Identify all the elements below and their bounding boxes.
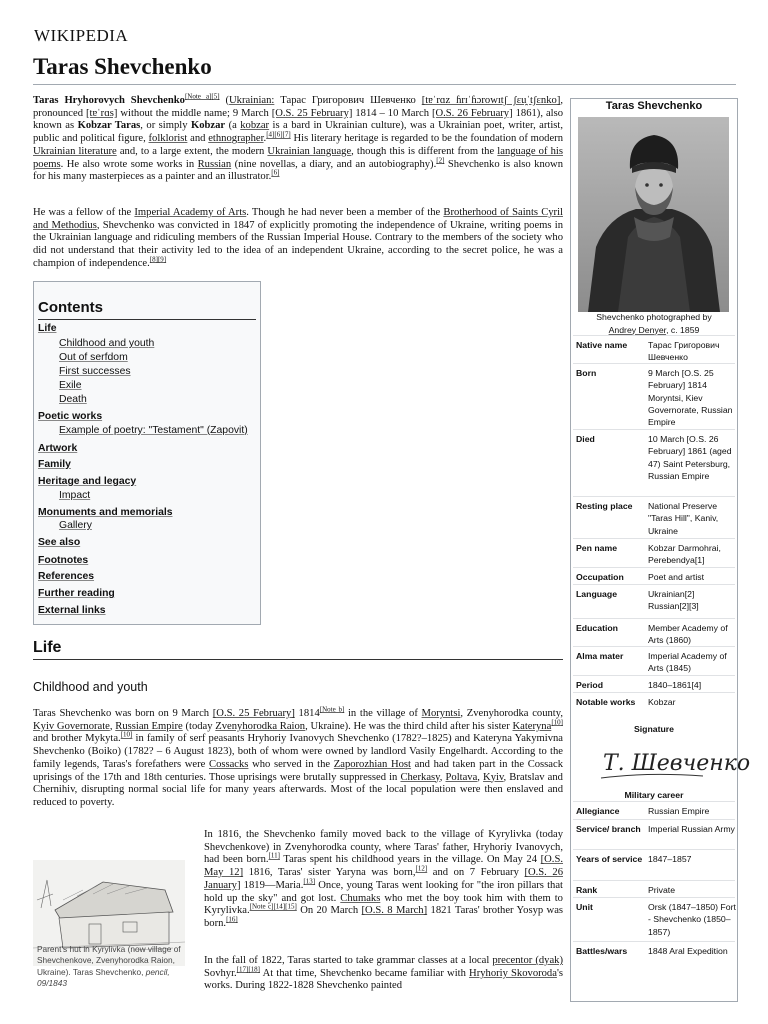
os-date-link-3[interactable]: [O.S. 25 February] (212, 708, 295, 719)
portrait-photo[interactable] (578, 117, 729, 312)
caption-medium: pencil, 09/1843 (37, 966, 170, 989)
text-fragment: and brother Mykyta. (33, 733, 121, 745)
infobox-label: Battles/wars (576, 946, 628, 956)
ethnographer-link[interactable]: ethnographer (208, 133, 264, 145)
caption-date: , c. 1859 (666, 324, 700, 335)
subsection-heading-childhood: Childhood and youth (33, 680, 148, 694)
precentor-link[interactable]: precentor (dyak) (492, 955, 564, 966)
infobox-value[interactable]: Ukrainian[2] Russian[2][3] (648, 589, 699, 612)
infobox-value[interactable]: Russian Empire (648, 806, 710, 816)
os-date-link-5[interactable]: [O.S. 26 January] (204, 867, 563, 891)
text-fragment: , (109, 720, 113, 732)
text-fragment: Shevchenko is also known for his many masterpieces as a painter and an illustrator. (33, 158, 564, 183)
toc-item[interactable]: Out of serfdom (59, 352, 128, 363)
imperial-academy-link[interactable]: Imperial Academy of Arts (134, 207, 247, 218)
life-paragraph-3 (204, 955, 563, 993)
text-fragment: , (477, 771, 480, 783)
infobox-label: Allegiance (576, 806, 620, 816)
intro-paragraph-1: Taras Hryhorovych Shevchenko[Note a][5] (Ukrainian: Тарас Григорович Шевченко [tɐˈrɑz ɦrɪˈɦɔrowɪtʃ ʃɛu̯ˈtʃɛnko], pronounced [tɐˈrɑs] without the middle name; 9 March [O.S. 25 February] 1814 – 10 March [O.S. 26 February] 1861), also known as Kobzar Taras, or simply Kobzar (a kobzar is a bard in Ukrainian culture), was a Ukrainian poet, writer, artist, public and political figure, folklorist and ethnographer.[4][6][7] His literary heritage is regarded to be the foundation of modern Ukrainian literature and, to a large extent, the modern Ukrainian language, though this is different from the language of his poems. He also wrote some works in Russian (nine novellas, a diary, and an autobiography).[2] Shevchenko is also known for his many masterpieces as a painter and an illustrator.[6] (33, 92, 564, 183)
infobox-value[interactable]: Orsk (1847–1850) Fort - Shevchenko (1850–1857) (648, 902, 736, 937)
ukrainian-language-link-2[interactable]: Ukrainian language (267, 145, 352, 157)
text-fragment: 1861), also known as (33, 107, 564, 132)
toc-item[interactable]: Exile (59, 380, 82, 391)
toc-item[interactable]: Family (38, 459, 71, 470)
ipa-full-name[interactable]: [tɐˈrɑz ɦrɪˈɦɔrowɪtʃ ʃɛu̯ˈtʃɛnko] (421, 95, 561, 106)
infobox-title: Taras Shevchenko (605, 100, 703, 112)
life-paragraph-1 (33, 705, 563, 810)
infobox-row-divider (573, 646, 735, 647)
chumaks-link[interactable]: Chumaks (340, 892, 381, 904)
text-fragment: 1816, Taras' sister Yaryna was born, (248, 867, 416, 879)
infobox-row-divider (573, 584, 735, 585)
title-divider (33, 84, 736, 85)
text-fragment: 1819—Maria. (243, 879, 304, 891)
alias-kobzar-taras: Kobzar Taras (77, 120, 141, 132)
wikipedia-logo[interactable]: WIKIPEDIA (34, 26, 129, 45)
caption-text: Shevchenko photographed by (596, 312, 712, 322)
infobox-value[interactable]: Imperial Academy of Arts (1845) (648, 651, 727, 674)
toc-item[interactable]: Monuments and memorials (38, 507, 173, 518)
toc-item[interactable]: External links (38, 605, 106, 616)
article-subject-name: Taras Hryhorovych Shevchenko (33, 95, 185, 106)
infobox-value[interactable]: Тарас Григорович Шевченко (648, 340, 720, 363)
toc-item[interactable]: Footnotes (38, 555, 89, 566)
text-fragment: , or simply (140, 120, 188, 132)
infobox-label: Language (576, 589, 618, 599)
infobox-label: Rank (576, 885, 598, 895)
ukrainian-name: Тарас Григорович Шевченко (280, 95, 416, 106)
infobox-row-divider (573, 567, 735, 568)
infobox-label: Occupation (576, 572, 624, 582)
text-fragment: is a bard in Ukrainian culture), was a Ukrainian poet, writer, artist, public and political figure, (33, 120, 564, 145)
text-fragment: in the village of (347, 708, 418, 719)
text-fragment: without the middle name; 9 March (120, 107, 269, 119)
ukrainian-language-link[interactable]: Ukrainian: (229, 95, 275, 106)
infobox-label: Alma mater (576, 651, 624, 661)
infobox-value[interactable]: Kobzar (648, 697, 676, 707)
portrait-caption (571, 311, 737, 336)
toc-divider (38, 319, 256, 320)
alias-kobzar: Kobzar (190, 120, 226, 132)
ipa-short-name[interactable]: [tɐˈrɑs] (85, 107, 118, 119)
text-fragment: Taras spent his childhood years in the village. On May 24 (283, 854, 538, 866)
text-fragment: and, to a large extent, the modern (119, 145, 265, 157)
toc-item[interactable]: See also (38, 537, 81, 548)
text-fragment: 's works. During 1822-1828 Shevchenko painted (204, 967, 563, 992)
text-fragment: On 20 March (300, 905, 359, 917)
section-heading-life: Life (33, 639, 62, 656)
text-fragment: who served in the (252, 758, 331, 770)
infobox-value[interactable]: Kobzar Darmohrai, Perebendya[1] (648, 543, 721, 566)
infobox-label: Pen name (576, 543, 618, 553)
text-fragment: , (439, 771, 443, 783)
kyiv-governorate-link[interactable]: Kyiv Governorate (33, 720, 110, 732)
ref-11[interactable]: [11] (268, 851, 280, 860)
infobox-label: Native name (576, 340, 628, 350)
ref-6[interactable]: [6] (271, 168, 280, 177)
table-of-contents (33, 281, 261, 625)
infobox-label: Died (576, 434, 595, 444)
infobox-label: Years of service (576, 854, 643, 864)
infobox-row-divider (573, 849, 735, 850)
infobox-value[interactable]: 1840–1861[4] (648, 680, 702, 690)
text-fragment: His literary heritage is regarded to be the foundation of modern (293, 133, 563, 145)
text-fragment: 1814 (298, 708, 320, 719)
infobox-label: Born (576, 368, 597, 378)
poltava-link[interactable]: Poltava (445, 771, 478, 783)
kobzar-link[interactable]: kobzar (240, 120, 270, 132)
text-fragment: , pronounced (33, 95, 564, 119)
infobox-row-divider (573, 801, 735, 802)
toc-title: Contents (38, 299, 103, 316)
text-fragment: in family of serf peasants Hryhoriy Ivanovych Shevchenko (1782?–1825) and Kateryna Yakymivna Shevchenko (Boiko) (1782? – 6 August 1823), both of whom were owned by landlord Vasily Engelhardt. According to the family legends, Taras's forefathers were (33, 733, 563, 770)
ref-13[interactable]: [13] (303, 877, 316, 886)
cossacks-link[interactable]: Cossacks (209, 758, 249, 770)
infobox-row-divider (573, 335, 735, 336)
text-fragment: . Though he had never been a member of the (246, 207, 441, 218)
text-fragment: , Bratslav and Chernihiv, disrupting normal social life for many years afterwards. Most of the local population were then enslaved and reduced to poverty. (33, 771, 563, 808)
infobox-label: Resting place (576, 501, 633, 511)
text-fragment: At that time, Shevchenko became familiar with (262, 967, 466, 979)
infobox-row-divider (573, 941, 735, 942)
ref-16[interactable]: [16] (226, 915, 238, 924)
cherkasy-link[interactable]: Cherkasy (400, 771, 440, 783)
infobox-row-divider (573, 897, 735, 898)
hut-figure-caption (37, 944, 187, 990)
note-b-ref[interactable]: [Note b] (319, 705, 345, 714)
folklorist-link[interactable]: folklorist (148, 133, 188, 145)
moryntsi-link[interactable]: Moryntsi (421, 708, 461, 719)
text-fragment: 1814 – 10 March (355, 107, 429, 119)
os-date-link-4[interactable]: [O.S. May 12] (204, 854, 563, 879)
skovoroda-link[interactable]: Hryhoriy Skovoroda (469, 967, 557, 979)
ref-12[interactable]: [12] (415, 864, 428, 873)
toc-item[interactable]: Poetic works (38, 411, 103, 422)
infobox-value[interactable]: Member Academy of Arts (1860) (648, 623, 728, 646)
infobox-value[interactable]: National Preserve "Taras Hill", Kaniv, Ukraine (648, 501, 719, 536)
text-fragment: and had taken part in the Cossack uprisings of the 17th and 18th centuries. Those uprisings were brutally suppressed in (33, 758, 563, 783)
ref-4-6-7[interactable]: [4][6][7] (266, 130, 291, 139)
text-fragment: (nine novellas, a diary, and an autobiography). (234, 158, 437, 170)
toc-item[interactable]: First successes (59, 366, 131, 377)
zaporozhian-host-link[interactable]: Zaporozhian Host (333, 758, 411, 770)
kyiv-link[interactable]: Kyiv (483, 771, 504, 783)
ref-8-9[interactable]: [8][9] (149, 255, 167, 264)
zvenyhorodka-raion-link[interactable]: Zvenyhorodka Raion (215, 720, 306, 732)
infobox-row-divider (573, 538, 735, 539)
os-date-link-6[interactable]: [O.S. 8 March] (361, 905, 428, 917)
text-fragment: Sovhyr. (204, 967, 237, 979)
caption-text: Parent's hut in Kyrylivka (now village of Shevchenkove, Zvenyhorodka Raion, Ukraine). Taras Shevchenko, (37, 944, 181, 977)
kateryna-link[interactable]: Kateryna (512, 720, 552, 732)
text-fragment: , Zvenyhorodka county, (460, 708, 563, 719)
text-fragment: Taras Shevchenko was born on 9 March (33, 708, 210, 719)
ref-2[interactable]: [2] (436, 155, 445, 164)
infobox-row-divider (573, 429, 735, 430)
infobox-value[interactable]: Imperial Russian Army (648, 824, 735, 834)
russian-empire-link[interactable]: Russian Empire (115, 720, 183, 732)
toc-item[interactable]: Heritage and legacy (38, 476, 137, 487)
text-fragment: , though this is different from the (351, 145, 495, 157)
toc-item[interactable]: Artwork (38, 443, 78, 454)
os-date-link-2[interactable]: [O.S. 26 February] (431, 107, 513, 119)
text-fragment: , Shevchenko was convicted in 1847 of explicitly promoting the independence of Ukraine, writing poems in the Ukrainian language and ridiculing members of the Russian Imperial House. Contrary to the members of the society who did not understand that their activity led to the idea of an independent Ukraine, according to the secret police, he was a champion of independence. (33, 219, 563, 269)
infobox-row-divider (573, 363, 735, 364)
signature-text: Т. Шевченко (603, 751, 751, 776)
toc-item[interactable]: References (38, 571, 95, 582)
language-of-poems-link[interactable]: language of his poems (33, 145, 563, 170)
infobox-row-divider (573, 496, 735, 497)
signature-image (597, 736, 751, 786)
russian-link[interactable]: Russian (197, 158, 232, 170)
infobox-value[interactable]: Private (648, 885, 676, 895)
toc-item[interactable]: Death (59, 394, 87, 405)
toc-item[interactable]: Example of poetry: "Testament" (Zapovit) (59, 425, 248, 436)
text-fragment: and on 7 February (432, 867, 519, 879)
toc-item[interactable]: Childhood and youth (59, 338, 155, 349)
page-title: Taras Shevchenko (33, 54, 212, 79)
toc-item[interactable]: Gallery (59, 520, 92, 531)
ref-10a[interactable]: [10] (551, 718, 563, 727)
os-date-link-1[interactable]: [O.S. 25 February] (271, 107, 353, 119)
intro-paragraph-2 (33, 207, 563, 271)
note-a-ref[interactable]: [Note a] (184, 92, 212, 101)
text-fragment: , Ukraine). He was the third child after his sister (305, 720, 510, 732)
text-fragment: 1821 Taras' brother Yosyp was born. (204, 905, 564, 929)
infobox-value[interactable]: 1848 Aral Expedition (648, 946, 728, 956)
infobox-row-divider (573, 880, 735, 881)
text-fragment: Once, young Taras went looking for "the iron pillars that hold up the sky" and got lost. (204, 879, 563, 904)
section-divider (33, 659, 563, 660)
signature-heading: Signature (633, 724, 675, 734)
infobox-value[interactable]: Poet and artist (648, 572, 705, 582)
life-paragraph-2 (204, 829, 563, 931)
infobox-label: Unit (576, 902, 593, 912)
infobox-value[interactable]: 10 March [O.S. 26 February] 1861 (aged 47) Saint Petersburg, Russian Empire (648, 434, 732, 481)
ref-10b[interactable]: [10] (120, 730, 133, 739)
note-c-ref[interactable]: [Note c][14][15] (249, 902, 297, 911)
infobox-value[interactable]: 1847–1857 (648, 854, 692, 864)
text-fragment: (a (228, 120, 237, 132)
infobox-label: Education (576, 623, 618, 633)
text-fragment: In 1816, the Shevchenko family moved back to the village of Kyrylivka (today Shevchenkove) in Zvenyhorodka county, where Taras' father, Hryhoriy Ivanovych, had been born. (204, 829, 563, 866)
brotherhood-link[interactable]: Brotherhood of Saints Cyril and Methodius (33, 207, 563, 231)
text-fragment: . He also wrote some works in (60, 158, 195, 170)
infobox-label: Service/ branch (576, 824, 641, 834)
toc-item[interactable]: Life (38, 323, 57, 334)
infobox-row-divider (573, 675, 735, 676)
infobox-row-divider (573, 819, 735, 820)
text-fragment: (today (185, 720, 213, 732)
toc-item[interactable]: Impact (59, 490, 91, 501)
infobox-label: Notable works (576, 697, 636, 707)
ref-17-18[interactable]: [17][18] (236, 965, 260, 974)
text-fragment: who met the boy took him with them to Kyrylivka. (204, 892, 563, 917)
infobox (570, 98, 751, 1002)
infobox-row-divider (573, 692, 735, 693)
ref-5[interactable]: [5] (211, 92, 220, 101)
ukrainian-literature-link[interactable]: Ukrainian literature (33, 145, 117, 157)
toc-item[interactable]: Further reading (38, 588, 115, 599)
text-fragment: and (190, 133, 206, 145)
infobox-label: Period (576, 680, 604, 690)
infobox-row-divider (573, 618, 735, 619)
infobox-value[interactable]: 9 March [O.S. 25 February] 1814 Moryntsi, Kiev Governorate, Russian Empire (648, 368, 733, 428)
military-career-heading: Military career (624, 790, 684, 800)
andrey-denyer-link[interactable]: Andrey Denyer (608, 324, 667, 335)
text-fragment: He was a fellow of the (33, 207, 132, 218)
text-fragment: In the fall of 1822, Taras started to take grammar classes at a local (204, 955, 490, 966)
